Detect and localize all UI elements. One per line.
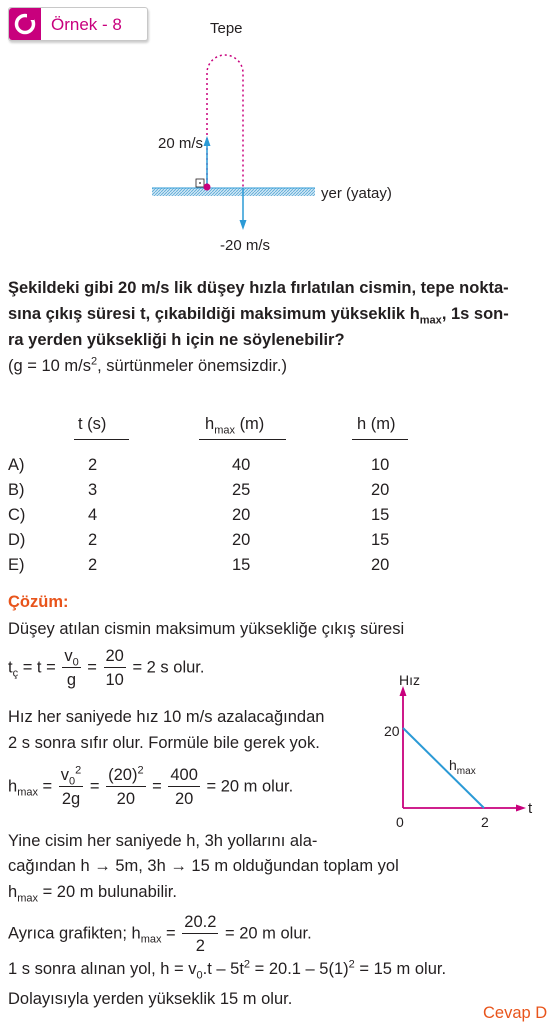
graph-x-label: t [528, 800, 533, 817]
solution-line-3: 2 s sonra sıfır olur. Formüle bile gerek yok. [8, 734, 320, 752]
ground-surface [152, 188, 315, 196]
cell-h: 15 [371, 506, 390, 524]
solution-line-4: Yine cisim her saniyede h, 3h yollarını ala- [8, 832, 318, 850]
badge-icon-box [9, 8, 41, 40]
answer-label: Cevap D [483, 1004, 548, 1022]
question-line-2: sına çıkış süresi t, çıkabildiği maksimum yükseklik $h_{max}$, 1s son- [8, 305, 509, 327]
solution-line-9: Dolayısıyla yerden yükseklik 15 m olur. [8, 990, 293, 1008]
header-underline-hmax [199, 439, 286, 440]
cell-t: 2 [88, 456, 98, 474]
cell-h: 10 [371, 456, 390, 474]
cell-hmax: 25 [232, 481, 251, 499]
cell-h: 15 [371, 531, 390, 549]
ground-label: yer (yatay) [321, 185, 392, 202]
solution-line-5: cağından h → 5m, 3h → 15 m olduğundan toplam yol [8, 857, 399, 875]
cell-hmax: 20 [232, 506, 251, 524]
cell-t: 2 [88, 556, 98, 574]
graph-y-tick: 20 [384, 723, 400, 739]
table-header-hmax: $h_{max}$ (m) [205, 415, 265, 437]
cell-hmax: 20 [232, 531, 251, 549]
question-note: (g = 10 $m/s^2$, sürtünmeler önemsizdir.) [8, 355, 287, 375]
up-velocity-label: 20 m/s [158, 135, 204, 152]
table-header-h: h (m) [357, 415, 396, 433]
solution-line-2: Hız her saniyede hız 10 m/s azalacağından [8, 708, 325, 726]
cell-t: 4 [88, 506, 98, 524]
cell-t: 3 [88, 481, 98, 499]
cell-hmax: 40 [232, 456, 251, 474]
question-line-3: ra yerden yüksekliği h için ne söylenebilir? [8, 331, 345, 349]
solution-title: Çözüm: [8, 593, 69, 611]
projectile-ball [204, 184, 211, 191]
solution-line-1: Düşey atılan cismin maksimum yüksekliğe çıkış süresi [8, 620, 405, 638]
example-badge [8, 7, 148, 41]
down-velocity-label: -20 m/s [220, 237, 271, 254]
option-letter: E) [8, 556, 25, 574]
option-letter: C) [8, 506, 26, 524]
top-label: Tepe [210, 20, 243, 37]
x-axis-arrow [516, 805, 526, 812]
graph-origin: 0 [396, 814, 404, 830]
equation-hmax: $h_{max}$ = $\frac{v_0^2}{2g}$ = $\frac{(20)^2}{20}$ = $\frac{400}{20}$ = 20 m olur. [8, 764, 294, 808]
velocity-time-graph [380, 668, 540, 828]
equation-time: $t_ç = t$ = $\frac{v_0}{g}$ = $\frac{20}{10}$ = 2 s olur. [8, 647, 205, 689]
question-line-1: Şekildeki gibi 20 m/s lik düşey hızla fırlatılan cismin, tepe nokta- [8, 279, 509, 297]
table-header-t: t (s) [78, 415, 107, 433]
cell-hmax: 15 [232, 556, 251, 574]
cell-h: 20 [371, 556, 390, 574]
solution-line-7: Ayrıca grafikten; $h_{max}$ = $\frac{20.2}{2}$ = 20 m olur. [8, 913, 312, 955]
option-letter: D) [8, 531, 26, 549]
header-underline-h [352, 439, 408, 440]
graph-y-label: Hız [399, 672, 420, 688]
solution-line-6: $h_{max} = 20$ m bulunabilir. [8, 883, 177, 905]
trajectory-path [207, 55, 243, 190]
option-letter: A) [8, 456, 25, 474]
cell-h: 20 [371, 481, 390, 499]
graph-x-tick: 2 [481, 814, 489, 830]
solution-line-8: 1 s sonra alınan yol, $h = v_0.t - 5t^2 = 20.1 - 5(1)^2 = 15$ m olur. [8, 958, 447, 982]
graph-line-label: $h_{max}$ [449, 757, 476, 777]
refresh-circle-icon [9, 8, 41, 40]
option-letter: B) [8, 481, 25, 499]
header-underline-t [74, 439, 129, 440]
cell-t: 2 [88, 531, 98, 549]
badge-label: Örnek - 8 [51, 15, 122, 34]
